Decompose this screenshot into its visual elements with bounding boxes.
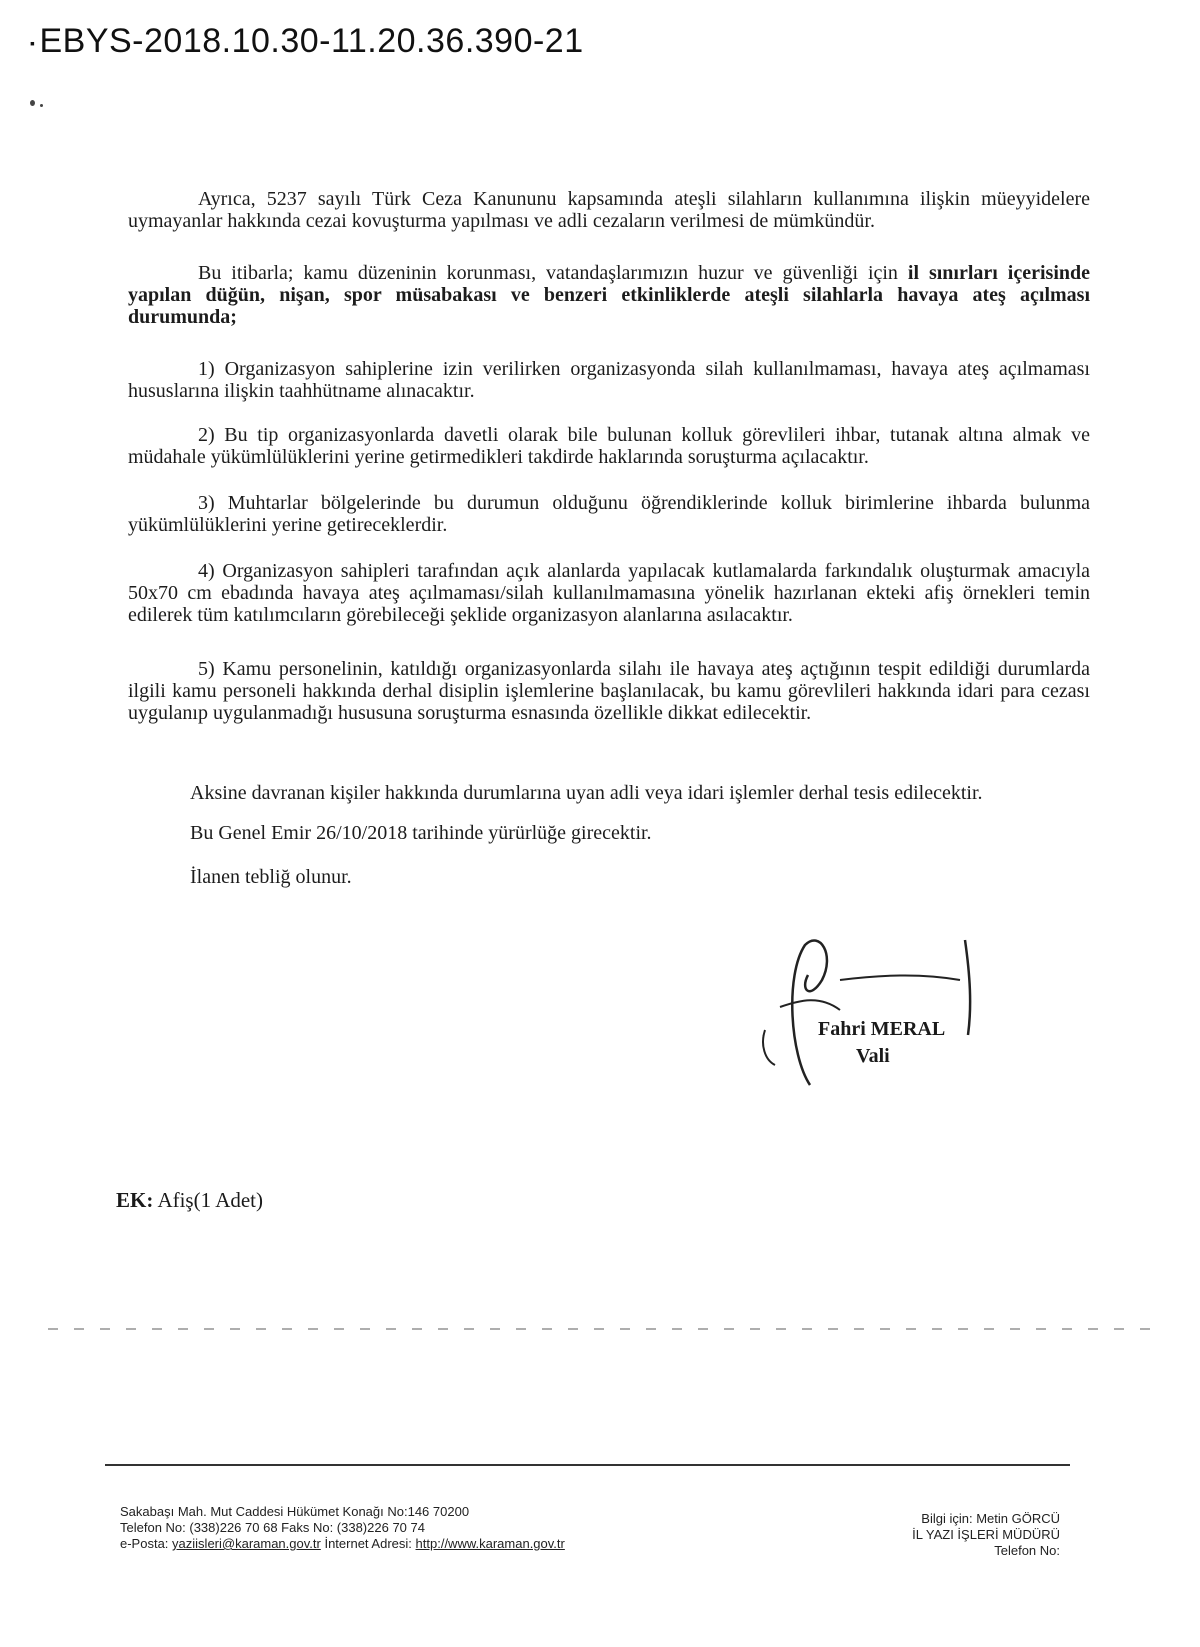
scan-speck <box>30 100 35 106</box>
document-id: ▪ EBYS-2018.10.30-11.20.36.390-21 <box>30 22 584 61</box>
footer-info-dept: İL YAZI İŞLERİ MÜDÜRÜ <box>912 1527 1060 1542</box>
paragraph-public-order-emphasis: il sınırları içerisinde yapılan düğün, nişan, spor müsabakası ve benzeri etkinliklerde ateşli silahlarla havaya ateş açılması durumunda; <box>128 262 1090 328</box>
signatory-title: Vali <box>856 1045 890 1067</box>
footer-phone-fax: Telefon No: (338)226 70 68 Faks No: (338)226 70 74 <box>120 1520 425 1535</box>
signatory-name: Fahri MERAL <box>818 1018 946 1040</box>
closing-line-1: Aksine davranan kişiler hakkında durumlarına uyan adli veya idari işlemler derhal tesis edilecektir. <box>190 782 983 804</box>
list-item-3: 3) Muhtarlar bölgelerinde bu durumun olduğunu öğrendiklerinde kolluk birimlerine ihbarda bulunma yükümlülüklerini yerine getireceklerdir. <box>128 492 1090 536</box>
scan-artifact-line <box>48 1328 1158 1330</box>
list-item-4: 4) Organizasyon sahipleri tarafından açık alanlarda yapılacak kutlamalarda farkındalık oluşturmak amacıyla 50x70 cm ebadında havaya ateş açılmaması/silah kullanılmamasına yönelik hazırlanan ekteki afiş örnekleri temin edilerek tüm katılımcıların görebileceği şeklide organizasyon alanlarına asılacaktır. <box>128 560 1090 626</box>
list-item-1: 1) Organizasyon sahiplerine izin verilirken organizasyonda silah kullanılmaması, havaya ateş açılmaması hususlarına ilişkin taahhütname alınacaktır. <box>128 358 1090 402</box>
list-item-2: 2) Bu tip organizasyonlarda davetli olarak bile bulunan kolluk görevlileri ihbar, tutanak altına almak ve müdahale yükümlülüklerini yerine getirmedikleri takdirde haklarında soruşturma açılacaktır. <box>128 424 1090 468</box>
paragraph-public-order <box>128 262 1090 328</box>
closing-line-2: Bu Genel Emir 26/10/2018 tarihinde yürürlüğe girecektir. <box>190 822 652 844</box>
footer-web-label: İnternet Adresi: <box>324 1536 412 1551</box>
footer-contact-block <box>912 1511 1060 1559</box>
footer-web-link[interactable]: http://www.karaman.gov.tr <box>415 1536 565 1551</box>
attachment-note <box>116 1188 263 1213</box>
list-item-5: 5) Kamu personelinin, katıldığı organizasyonlarda silahı ile havaya ateş açtığının tespit edildiği durumlarda ilgili kamu personeli hakkında derhal disiplin işlemlerine başlanılacak, bu kamu görevlileri hakkında idari para cezası uygulanıp uygulanmadığı hususuna soruşturma esnasında özellikle dikkat edilecektir. <box>128 658 1090 724</box>
footer-divider <box>105 1464 1070 1466</box>
paragraph-public-order-intro: Bu itibarla; kamu düzeninin korunması, vatandaşlarımızın huzur ve güvenliği için <box>198 262 908 284</box>
handwritten-signature <box>760 935 1000 1095</box>
closing-line-3: İlanen tebliğ olunur. <box>190 866 352 888</box>
attachment-text: Afiş(1 Adet) <box>157 1188 264 1212</box>
paragraph-penal-code: Ayrıca, 5237 sayılı Türk Ceza Kanununu kapsamında ateşli silahların kullanımına ilişkin müeyyidelere uymayanlar hakkında cezai kovuşturma yapılması ve adli cezaların verilmesi de mümkündür. <box>128 188 1090 232</box>
footer-email-web <box>120 1536 565 1552</box>
footer-address-block <box>120 1504 565 1552</box>
scan-speck <box>40 104 43 107</box>
footer-email-link[interactable]: yaziisleri@karaman.gov.tr <box>172 1536 321 1551</box>
footer-info-phone: Telefon No: <box>994 1543 1060 1558</box>
footer-address: Sakabaşı Mah. Mut Caddesi Hükümet Konağı No:146 70200 <box>120 1504 470 1519</box>
footer-email-label: e-Posta: <box>120 1536 169 1551</box>
footer-info-contact: Bilgi için: Metin GÖRCÜ <box>921 1511 1060 1526</box>
attachment-label: EK: <box>116 1188 154 1212</box>
